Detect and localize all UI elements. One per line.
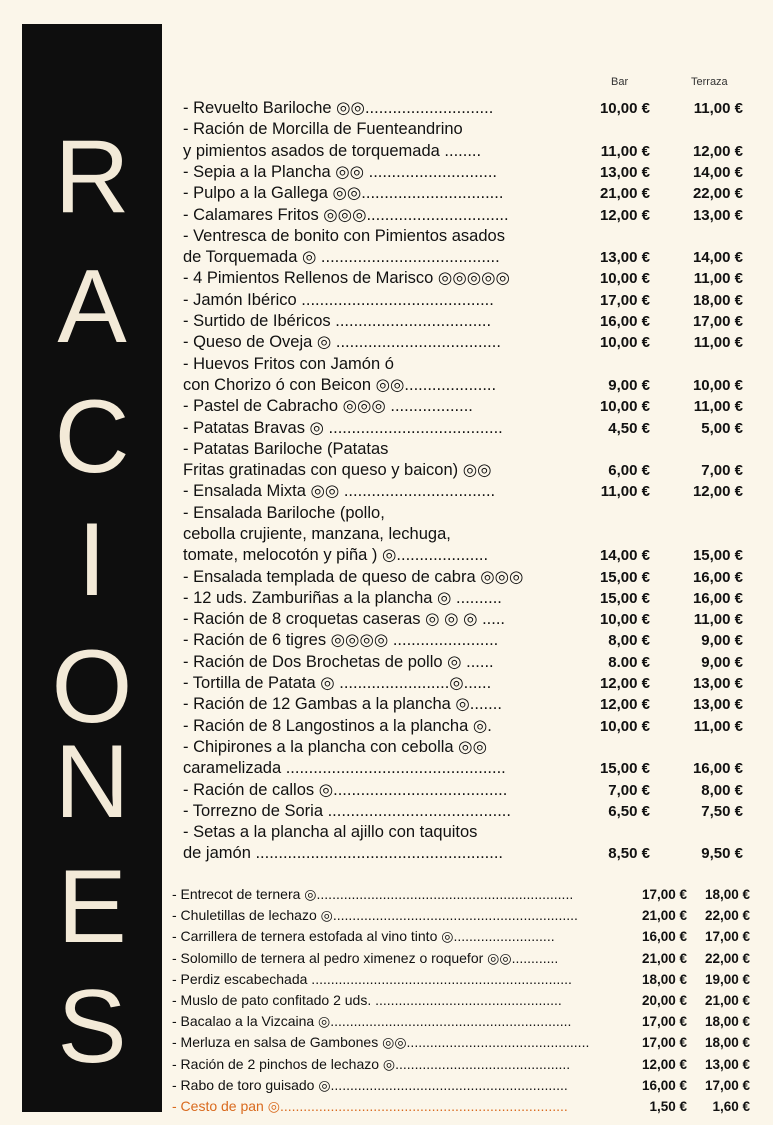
menu-item-line [183, 716, 748, 737]
price-terraza: 19,00 € [704, 972, 750, 987]
carne-item [172, 1096, 750, 1117]
menu-item-line [183, 226, 748, 247]
price-bar: 8,50 € [608, 845, 650, 862]
carne-item [172, 990, 750, 1011]
menu-item-line [183, 205, 748, 226]
carne-item [172, 1032, 750, 1053]
menu-item-line [183, 630, 748, 651]
menu-item-name: - Ensalada Mixta ◎◎ ................................. [183, 482, 496, 500]
price-terraza: 11,00 € [693, 334, 743, 351]
title-letter: O [51, 629, 133, 745]
menu-item-name: - Sepia a la Plancha ◎◎ ............................ [183, 163, 497, 181]
price-bar: 9,00 € [608, 377, 650, 394]
title-letter: R [54, 119, 130, 235]
price-terraza: 18,00 € [704, 1035, 750, 1050]
menu-item-line [183, 609, 748, 630]
price-bar: 1,50 € [649, 1099, 687, 1114]
price-terraza: 5,00 € [701, 420, 743, 437]
price-bar: 16,00 € [599, 313, 650, 330]
price-bar: 8,00 € [608, 632, 650, 649]
menu-item-name: con Chorizo ó con Beicon ◎◎.................... [183, 376, 497, 394]
carne-item [172, 1075, 750, 1096]
title-letter: E [57, 849, 127, 965]
price-bar: 12,00 € [599, 696, 650, 713]
carne-item-name: - Entrecot de ternera ◎.................................................................. [172, 886, 574, 902]
price-terraza: 11,00 € [693, 398, 743, 415]
price-terraza: 15,00 € [692, 547, 743, 564]
price-terraza: 13,00 € [692, 207, 743, 224]
menu-item-line [183, 460, 748, 481]
carne-item [172, 1054, 750, 1075]
price-bar: 11,00 € [600, 143, 650, 160]
menu-item-line [183, 141, 748, 162]
menu-item-line [183, 98, 748, 119]
menu-item-name: tomate, melocotón y piña ) ◎.................... [183, 546, 489, 564]
title-letter: S [57, 969, 127, 1085]
menu-item-line [183, 418, 748, 439]
menu-item-line [183, 843, 748, 864]
menu-item-line [183, 737, 748, 758]
price-terraza: 11,00 € [693, 100, 743, 117]
menu-item-name: - 4 Pimientos Rellenos de Marisco ◎◎◎◎◎ [183, 269, 510, 287]
price-bar: 17,00 € [641, 887, 687, 902]
price-terraza: 17,00 € [704, 1078, 750, 1093]
menu-item-name: - Tortilla de Patata ◎ ........................◎...... [183, 674, 492, 692]
price-bar: 17,00 € [641, 1014, 687, 1029]
menu-item-line [183, 119, 748, 140]
price-terraza: 16,00 € [692, 569, 743, 586]
price-bar: 17,00 € [641, 1035, 687, 1050]
price-terraza: 7,00 € [701, 462, 743, 479]
price-bar: 6,50 € [608, 803, 650, 820]
price-bar: 11,00 € [600, 483, 650, 500]
menu-item-line [183, 758, 748, 779]
carne-item-name: - Bacalao a la Vizcaina ◎.............................................................. [172, 1013, 572, 1029]
menu-item-line [183, 524, 748, 545]
menu-item-line [183, 375, 748, 396]
menu-item-name: - Ración de callos ◎...................................... [183, 781, 508, 799]
price-bar: 10,00 € [599, 270, 650, 287]
price-bar: 14,00 € [599, 547, 650, 564]
price-terraza: 10,00 € [692, 377, 743, 394]
price-terraza: 18,00 € [692, 292, 743, 309]
menu-item-line [183, 481, 748, 502]
title-letter: N [54, 724, 130, 840]
carne-item-name: - Muslo de pato confitado 2 uds. ................................................ [172, 992, 562, 1008]
column-header-terraza: Terraza [691, 76, 728, 88]
price-terraza: 9,50 € [701, 845, 743, 862]
price-bar: 10,00 € [599, 611, 650, 628]
menu-item-name: - Queso de Oveja ◎ .................................... [183, 333, 501, 351]
column-header-bar: Bar [611, 76, 629, 88]
price-bar: 15,00 € [599, 590, 650, 607]
carne-item [172, 926, 750, 947]
carne-item [172, 948, 750, 969]
menu-item-name: - Patatas Bariloche (Patatas [183, 440, 389, 458]
menu-item-line [183, 694, 748, 715]
price-bar: 12,00 € [641, 1057, 687, 1072]
menu-item-name: - Huevos Fritos con Jamón ó [183, 355, 394, 373]
menu-item-line [183, 268, 748, 289]
price-terraza: 12,00 € [692, 143, 743, 160]
menu-item-line [183, 822, 748, 843]
carne-item-name: - Cesto de pan ◎.......................................................................... [172, 1098, 568, 1114]
price-terraza: 17,00 € [704, 929, 750, 944]
menu-item-line [183, 290, 748, 311]
price-terraza: 18,00 € [704, 887, 750, 902]
carne-item [172, 969, 750, 990]
menu-item-line [183, 396, 748, 417]
price-terraza: 8,00 € [701, 782, 743, 799]
price-bar: 16,00 € [641, 929, 687, 944]
carne-item-name: - Perdiz escabechada ................................................................... [172, 971, 572, 987]
price-terraza: 16,00 € [692, 760, 743, 777]
menu-item-name: - Surtido de Ibéricos .................................. [183, 312, 492, 330]
menu-item-line [183, 545, 748, 566]
price-bar: 21,00 € [641, 908, 687, 923]
price-bar: 13,00 € [599, 164, 650, 181]
title-letter: I [77, 502, 107, 618]
carne-item-name: - Ración de 2 pinchos de lechazo ◎............................................. [172, 1056, 571, 1072]
carne-item-name: - Merluza en salsa de Gambones ◎◎............................................... [172, 1034, 590, 1050]
menu-item-name: - Torrezno de Soria ........................................ [183, 802, 511, 820]
price-terraza: 14,00 € [692, 164, 743, 181]
price-bar: 15,00 € [599, 569, 650, 586]
menu-item-name: - Ración de 8 Langostinos a la plancha ◎. [183, 717, 492, 735]
title-letter: C [54, 379, 130, 495]
price-bar: 10,00 € [599, 718, 650, 735]
menu-item-name: - Ensalada Bariloche (pollo, [183, 504, 385, 522]
menu-item-name: - Jamón Ibérico .......................................... [183, 291, 494, 309]
price-terraza: 12,00 € [692, 483, 743, 500]
menu-item-name: - Ensalada templada de queso de cabra ◎◎◎ [183, 568, 524, 586]
price-bar: 18,00 € [641, 972, 687, 987]
price-terraza: 13,00 € [692, 696, 743, 713]
menu-item-line [183, 354, 748, 375]
price-bar: 13,00 € [599, 249, 650, 266]
price-terraza: 14,00 € [692, 249, 743, 266]
price-terraza: 22,00 € [692, 185, 743, 202]
menu-item-name: - Ventresca de bonito con Pimientos asados [183, 227, 505, 245]
price-bar: 21,00 € [641, 951, 687, 966]
menu-item-line [183, 503, 748, 524]
carne-item [172, 905, 750, 926]
price-terraza: 7,50 € [701, 803, 743, 820]
price-bar: 10,00 € [599, 334, 650, 351]
price-terraza: 21,00 € [704, 993, 750, 1008]
menu-item-name: - Revuelto Bariloche ◎◎............................ [183, 99, 494, 117]
price-terraza: 22,00 € [704, 908, 750, 923]
menu-item-name: - Ración de 12 Gambas a la plancha ◎....... [183, 695, 502, 713]
menu-item-name: - Ración de 8 croquetas caseras ◎ ◎ ◎ ..... [183, 610, 505, 628]
menu-item-line [183, 332, 748, 353]
menu-item-name: - Ración de 6 tigres ◎◎◎◎ ....................... [183, 631, 499, 649]
menu-item-name: cebolla crujiente, manzana, lechuga, [183, 525, 451, 543]
menu-item-name: - Pulpo a la Gallega ◎◎............................... [183, 184, 504, 202]
price-bar: 17,00 € [599, 292, 650, 309]
carne-item-name: - Rabo de toro guisado ◎............................................................. [172, 1077, 568, 1093]
menu-item-line [183, 311, 748, 332]
price-bar: 4,50 € [608, 420, 650, 437]
price-terraza: 9,00 € [701, 654, 743, 671]
menu-item-line [183, 567, 748, 588]
price-terraza: 1,60 € [712, 1099, 750, 1114]
price-bar: 12,00 € [599, 207, 650, 224]
menu-item-name: - Chipirones a la plancha con cebolla ◎◎ [183, 738, 487, 756]
carne-item [172, 884, 750, 905]
price-bar: 10,00 € [599, 398, 650, 415]
menu-item-name: - Pastel de Cabracho ◎◎◎ .................. [183, 397, 473, 415]
carne-item-name: - Carrillera de ternera estofada al vino tinto ◎.......................... [172, 928, 555, 944]
menu-item-name: - Ración de Dos Brochetas de pollo ◎ ...... [183, 653, 494, 671]
menu-item-line [183, 673, 748, 694]
price-terraza: 18,00 € [704, 1014, 750, 1029]
price-terraza: 11,00 € [693, 270, 743, 287]
menu-item-name: y pimientos asados de torquemada ........ [183, 142, 482, 160]
price-bar: 7,00 € [608, 782, 650, 799]
price-bar: 16,00 € [641, 1078, 687, 1093]
price-bar: 21,00 € [599, 185, 650, 202]
menu-item-name: Fritas gratinadas con queso y baicon) ◎◎ [183, 461, 492, 479]
menu-item-name: - Setas a la plancha al ajillo con taquitos [183, 823, 478, 841]
menu-item-name: de Torquemada ◎ ....................................... [183, 248, 500, 266]
price-bar: 15,00 € [599, 760, 650, 777]
menu-item-name: - Ración de Morcilla de Fuenteandrino [183, 120, 463, 138]
price-bar: 8.00 € [608, 654, 650, 671]
menu-item-line [183, 439, 748, 460]
price-bar: 20,00 € [641, 993, 687, 1008]
menu-item-line [183, 247, 748, 268]
menu-item-name: de jamón ...................................................... [183, 844, 504, 862]
menu-item-name: caramelizada ................................................ [183, 759, 506, 777]
menu-item-line [183, 162, 748, 183]
menu-item-line [183, 652, 748, 673]
menu-item-name: - Calamares Fritos ◎◎◎............................... [183, 206, 509, 224]
title-letter: A [57, 249, 127, 365]
carne-item-name: - Solomillo de ternera al pedro ximenez o roquefor ◎◎............ [172, 950, 559, 966]
price-bar: 6,00 € [608, 462, 650, 479]
menu-item-line [183, 588, 748, 609]
price-terraza: 13,00 € [704, 1057, 750, 1072]
menu-item-name: - Patatas Bravas ◎ ...................................... [183, 419, 503, 437]
menu-item-line [183, 780, 748, 801]
price-bar: 10,00 € [599, 100, 650, 117]
price-terraza: 17,00 € [692, 313, 743, 330]
price-terraza: 16,00 € [692, 590, 743, 607]
carne-item-name: - Chuletillas de lechazo ◎............................................................... [172, 907, 578, 923]
price-terraza: 22,00 € [704, 951, 750, 966]
menu-item-name: - 12 uds. Zamburiñas a la plancha ◎ .......... [183, 589, 502, 607]
menu-item-line [183, 183, 748, 204]
menu-item-line [183, 801, 748, 822]
price-terraza: 11,00 € [693, 611, 743, 628]
carne-item [172, 1011, 750, 1032]
price-terraza: 9,00 € [701, 632, 743, 649]
price-terraza: 13,00 € [692, 675, 743, 692]
price-terraza: 11,00 € [693, 718, 743, 735]
price-bar: 12,00 € [599, 675, 650, 692]
